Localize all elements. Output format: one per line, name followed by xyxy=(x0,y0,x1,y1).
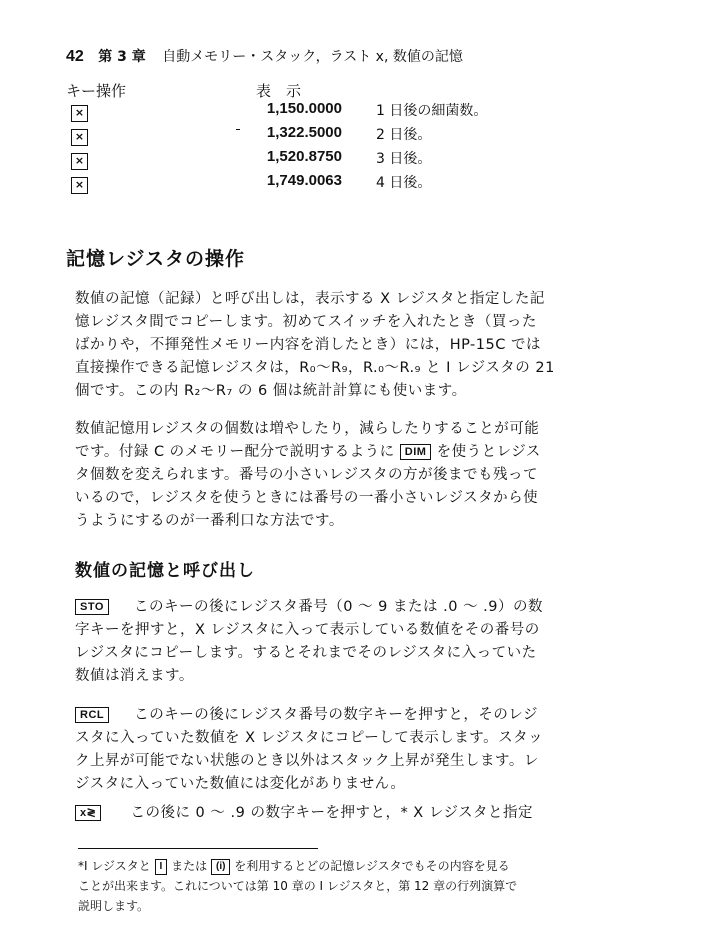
text-line: 直接操作できる記憶レジスタは，R₀～R₉，R.₀～R.₉ と I レジスタの 21 xyxy=(75,360,555,376)
footnote xyxy=(78,856,608,916)
footnote-rule xyxy=(78,848,318,849)
text-line: レジスタにコピーします。するとそれまでそのレジスタに入っていた xyxy=(75,645,537,661)
display-value: 1,749.0063 xyxy=(266,172,342,189)
display-value: 1,150.0000 xyxy=(266,100,342,117)
text-line: 個です。この内 R₂～R₇ の 6 個は統計計算にも使います。 xyxy=(75,383,467,399)
text-line: スタに入っていた数値を X レジスタにコピーして表示します。スタッ xyxy=(75,730,544,746)
text-line: 字キーを押すと，X レジスタに入って表示している数値をその番号の xyxy=(75,622,540,638)
rcl-key: RCL xyxy=(75,707,109,723)
text-line: 憶レジスタ間でコピーします。初めてスイッチを入れたとき（買った xyxy=(75,314,537,330)
text-line: 数値記憶用レジスタの個数は増やしたり，減らしたりすることが可能 xyxy=(75,421,540,437)
footnote-line: *I レジスタと I または (i) を利用するとどの記憶レジスタでもその内容を見る xyxy=(78,859,510,873)
text-line: x≷ この後に 0 ～ .9 の数字キーを押すと，* X レジスタと指定 xyxy=(75,802,605,825)
column-head-display: 表 示 xyxy=(256,82,302,100)
text-line: いるので，レジスタを使うときには番号の一番小さいレジスタから使 xyxy=(75,490,539,506)
sto-key: STO xyxy=(75,599,109,615)
key-multiply-icon: × xyxy=(71,173,88,194)
text-line: ク上昇が可能でない状態のとき以外はスタック上昇が発生します。レ xyxy=(75,753,539,769)
display-value: 1,322.5000 xyxy=(266,124,342,141)
row-note: 3 日後。 xyxy=(376,151,432,167)
text-line: 数値の記憶（記録）と呼び出しは，表示する X レジスタと指定した記 xyxy=(75,291,545,307)
page-number: 42 xyxy=(66,48,84,65)
text-line: です。付録 C のメモリー配分で説明するように DIM を使うとレジス xyxy=(75,444,541,460)
text-line: ジスタに入っていた数値には変化がありません。 xyxy=(75,776,406,792)
key-multiply-icon: × xyxy=(71,101,88,122)
dim-key: DIM xyxy=(400,444,432,460)
paragraph-sto xyxy=(75,596,605,688)
footnote-line: 説明します。 xyxy=(78,899,150,913)
text-line: タ個数を変えられます。番号の小さいレジスタの方が後までも残って xyxy=(75,467,539,483)
chapter-title: 自動メモリー・スタック，ラスト x, 数値の記憶 xyxy=(162,49,463,65)
key-multiply-icon: × xyxy=(71,149,88,170)
x-exchange-key: x≷ xyxy=(75,805,101,821)
column-head-key: キー操作 xyxy=(66,82,127,100)
paragraph-rcl xyxy=(75,704,605,796)
i-key: I xyxy=(155,859,168,875)
text-line: 数値は消えます。 xyxy=(75,668,194,684)
subsection-title: 数値の記憶と呼び出し xyxy=(75,561,255,581)
row-note: 4 日後。 xyxy=(376,175,432,191)
display-value: 1,520.8750 xyxy=(266,148,342,165)
paren-i-key: (i) xyxy=(211,859,230,875)
section-title: 記憶レジスタの操作 xyxy=(66,248,245,270)
text-line: うようにするのが一番利口な方法です。 xyxy=(75,513,344,529)
paragraph-xy-exchange xyxy=(75,802,605,825)
paragraph-registers xyxy=(75,288,605,403)
paragraph-register-count xyxy=(75,418,605,533)
text-line: STO このキーの後にレジスタ番号（0 ～ 9 または .0 ～ .9）の数 xyxy=(75,596,605,619)
row-note: 1 日後の細菌数。 xyxy=(376,103,488,119)
row-note: 2 日後。 xyxy=(376,127,432,143)
footnote-line: ことが出来ます。これについては第 10 章の I レジスタと，第 12 章の行列演算で xyxy=(78,879,518,893)
print-mark xyxy=(236,129,240,130)
key-multiply-icon: × xyxy=(71,125,88,146)
text-line: RCL このキーの後にレジスタ番号の数字キーを押すと，そのレジ xyxy=(75,704,605,727)
chapter-label: 第 3 章 xyxy=(98,49,146,65)
text-line: ばかりや，不揮発性メモリー内容を消したとき）には，HP-15C では xyxy=(75,337,541,353)
page-header xyxy=(66,46,463,66)
